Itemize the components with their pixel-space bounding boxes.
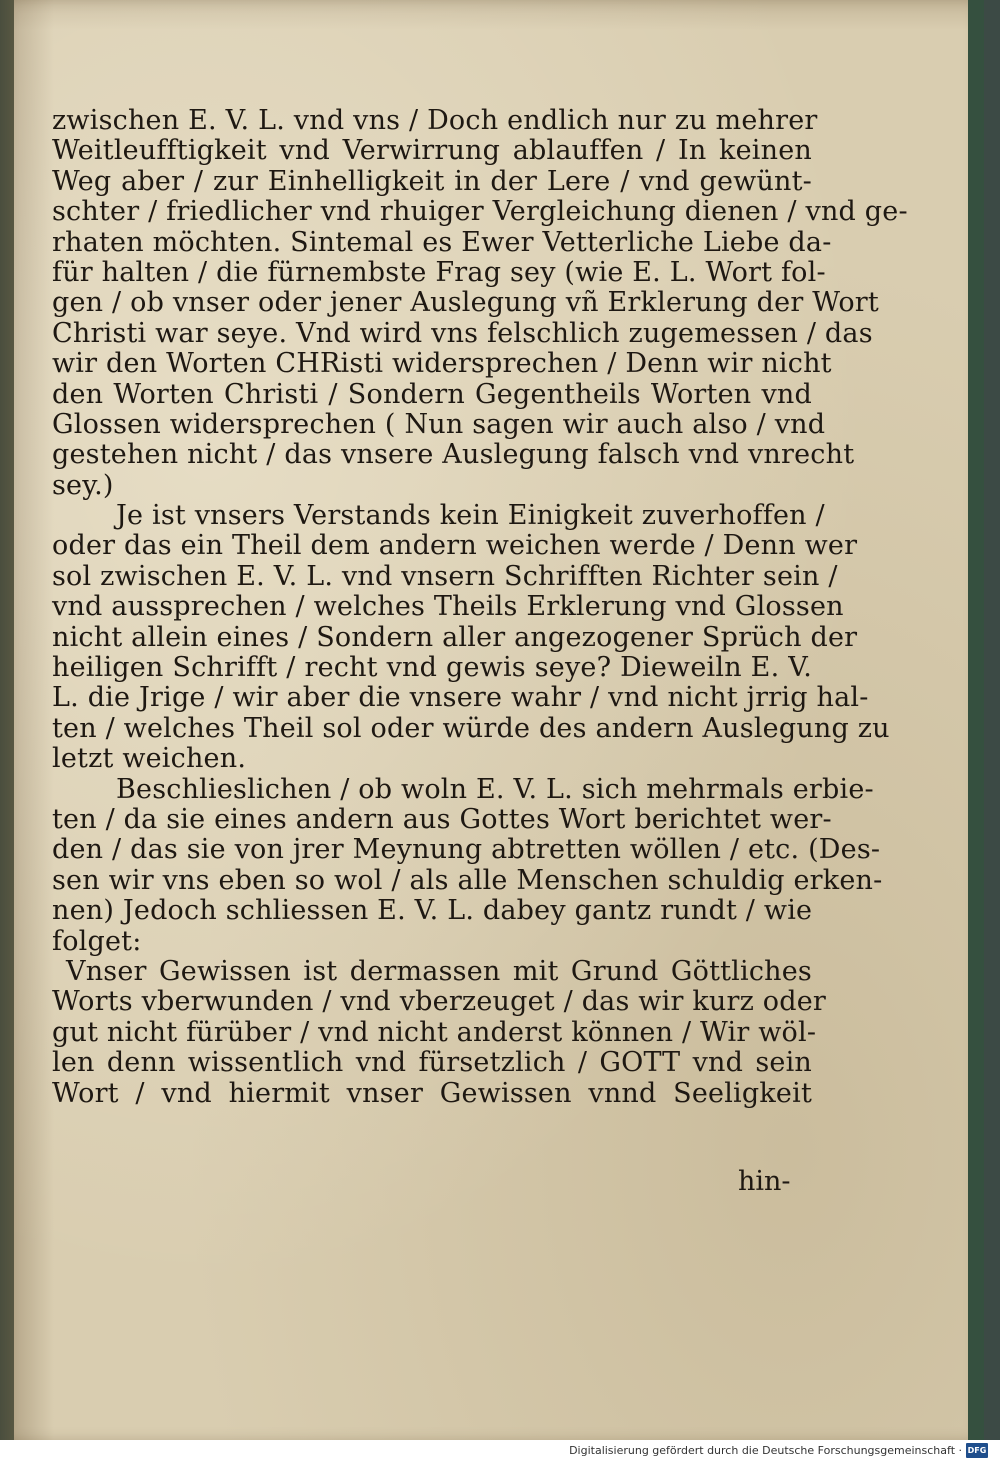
- text-line: sey.): [52, 469, 114, 501]
- text-line: letzt weichen.: [52, 743, 247, 775]
- text-line: folget:: [52, 925, 142, 957]
- text-line: sol zwischen E. V. L. vnd vnsern Schrifften Richter sein /: [52, 560, 838, 592]
- page-text: [52, 105, 908, 1109]
- text-line: für halten / die fürnembste Frag sey (wie E. L. Wort fol-: [52, 256, 826, 288]
- text-line: ten / da sie eines andern aus Gottes Wort berichtet wer-: [52, 803, 832, 835]
- text-line: Worts vberwunden / vnd vberzeuget / das wir kurz oder: [52, 986, 827, 1018]
- text-line: ten / welches Theil sol oder würde des andern Auslegung zu: [52, 712, 890, 744]
- text-line: len denn wissentlich vnd fürsetzlich / GOTT vnd sein: [52, 1047, 812, 1079]
- text-line: nicht allein eines / Sondern aller angezogener Sprüch der: [52, 621, 858, 653]
- catchword: hin-: [738, 1166, 791, 1197]
- text-line: den Worten Christi / Sondern Gegentheils Worten vnd: [52, 378, 812, 410]
- text-line: rhaten möchten. Sintemal es Ewer Vetterliche Liebe da-: [52, 226, 832, 258]
- text-line: oder das ein Theil dem andern weichen werde / Denn wer: [52, 530, 858, 562]
- text-line: gut nicht fürüber / vnd nicht anderst können / Wir wöl-: [52, 1016, 817, 1048]
- text-line: Christi war seye. Vnd wird vns felschlich zugemessen / das: [52, 317, 873, 349]
- text-line: zwischen E. V. L. vnd vns / Doch endlich nur zu mehrer: [52, 105, 818, 136]
- text-line: wir den Worten CHRisti widersprechen / Denn wir nicht: [52, 348, 832, 380]
- footer-bar: [0, 1440, 1000, 1464]
- text-line: sen wir vns eben so wol / als alle Menschen schuldig erken-: [52, 864, 883, 896]
- text-line: gen / ob vnser oder jener Auslegung vñ Erklerung der Wort: [52, 287, 879, 319]
- text-line: schter / friedlicher vnd rhuiger Vergleichung dienen / vnd ge-: [52, 196, 908, 228]
- text-line: vnd aussprechen / welches Theils Erklerung vnd Glossen: [52, 591, 844, 623]
- text-line: heiligen Schrifft / recht vnd gewis seye? Dieweiln E. V.: [52, 652, 812, 684]
- funding-credit: Digitalisierung gefördert durch die Deutsche Forschungsgemeinschaft ·: [569, 1444, 962, 1457]
- text-line: Wort / vnd hiermit vnser Gewissen vnnd Seeligkeit: [52, 1077, 812, 1109]
- text-line: Weitleufftigkeit vnd Verwirrung ablauffen / In keinen: [52, 135, 812, 167]
- text-line: den / das sie von jrer Meynung abtretten wöllen / etc. (Des-: [52, 834, 881, 866]
- page-edge-strip: [968, 0, 984, 1440]
- text-line: nen) Jedoch schliessen E. V. L. dabey gantz rundt / wie: [52, 895, 813, 927]
- text-line: Glossen widersprechen ( Nun sagen wir auch also / vnd: [52, 408, 826, 440]
- paragraph-start-line: Beschlieslichen / ob woln E. V. L. sich mehrmals erbie-: [116, 773, 874, 805]
- text-line: L. die Jrige / wir aber die vnsere wahr / vnd nicht jrrig hal-: [52, 682, 869, 714]
- dfg-logo-icon: DFG: [966, 1443, 988, 1458]
- paragraph-start-line: Je ist vnsers Verstands kein Einigkeit zuverhoffen /: [116, 500, 825, 532]
- paragraph-start-line: Vnser Gewissen ist dermassen mit Grund Göttliches: [66, 955, 812, 987]
- text-line: gestehen nicht / das vnsere Auslegung falsch vnd vnrecht: [52, 439, 855, 471]
- text-line: Weg aber / zur Einhelligkeit in der Lere / vnd gewünt-: [52, 165, 812, 197]
